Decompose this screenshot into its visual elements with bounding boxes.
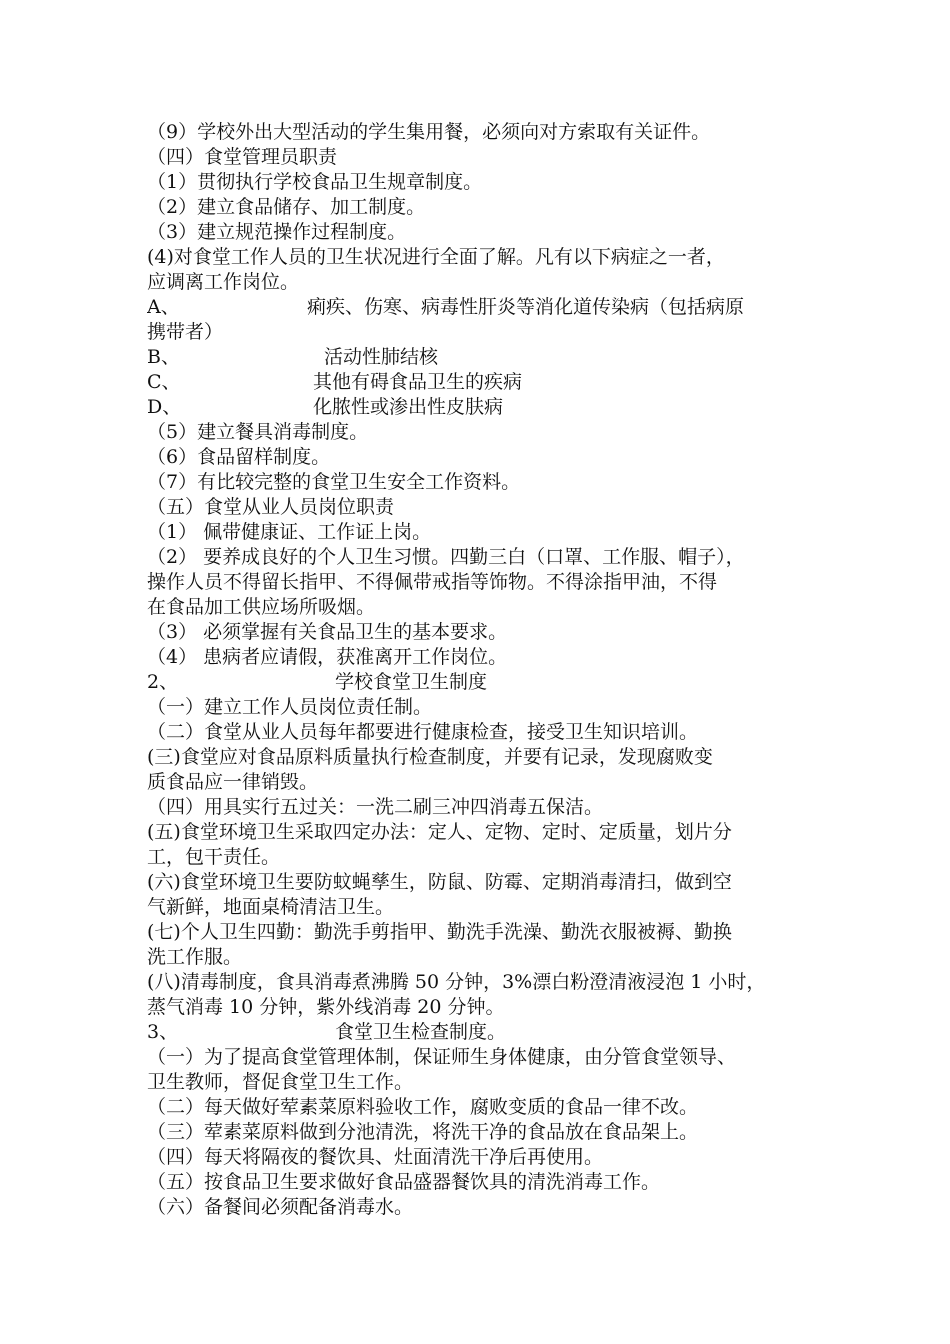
text-line: 在食品加工供应场所吸烟。 (147, 596, 376, 618)
section-title: 学校食堂卫生制度 (335, 671, 488, 693)
disease-item-c (147, 370, 827, 395)
text-line: （3）建立规范操作过程制度。 (147, 221, 407, 243)
text-line: （1） 佩带健康证、工作证上岗。 (147, 521, 432, 543)
text-line: (六)食堂环境卫生要防蚊蝇孳生，防鼠、防霉、定期消毒清扫，做到空 (147, 871, 732, 893)
text-line: （四）用具实行五过关：一洗二刷三冲四消毒五保洁。 (147, 796, 604, 818)
text-line: （二）每天做好荤素菜原料验收工作，腐败变质的食品一律不改。 (147, 1096, 699, 1118)
text-line: （4） 患病者应请假，获准离开工作岗位。 (147, 646, 508, 668)
item-label: C、 (147, 371, 181, 393)
section-number: 3、 (147, 1021, 179, 1043)
text-line: 质食品应一律销毁。 (147, 771, 319, 793)
item-label: B、 (147, 346, 180, 368)
text-line: (三)食堂应对食品原料质量执行检查制度，并要有记录，发现腐败变 (147, 746, 713, 768)
document-body (147, 120, 827, 1220)
text-line: （六）备餐间必须配备消毒水。 (147, 1196, 414, 1218)
text-line: 气新鲜，地面桌椅清洁卫生。 (147, 896, 395, 918)
item-label: D、 (147, 396, 182, 418)
text-line: （1）贯彻执行学校食品卫生规章制度。 (147, 171, 483, 193)
item-text: 痢疾、伤寒、病毒性肝炎等消化道传染病（包括病原 (307, 296, 745, 318)
text-line: (七)个人卫生四勤：勤洗手剪指甲、勤洗手洗澡、勤洗衣服被褥、勤换 (147, 921, 732, 943)
text-line: （9）学校外出大型活动的学生集用餐，必须向对方索取有关证件。 (147, 121, 711, 143)
item-text: 活动性肺结核 (324, 346, 439, 368)
text-line: （6）食品留样制度。 (147, 446, 331, 468)
disease-item-d (147, 395, 827, 420)
section-number: 2、 (147, 671, 179, 693)
text-line: 操作人员不得留长指甲、不得佩带戒指等饰物。不得涂指甲油，不得 (147, 571, 718, 593)
disease-item-b (147, 345, 827, 370)
section-heading: （五）食堂从业人员岗位职责 (147, 496, 395, 518)
item-text: 其他有碍食品卫生的疾病 (313, 371, 523, 393)
text-line: （二）食堂从业人员每年都要进行健康检查，接受卫生知识培训。 (147, 721, 699, 743)
text-line: （7）有比较完整的食堂卫生安全工作资料。 (147, 471, 521, 493)
item-text: 化脓性或渗出性皮肤病 (313, 396, 504, 418)
text-line: （五）按食品卫生要求做好食品盛器餐饮具的清洗消毒工作。 (147, 1171, 661, 1193)
text-line: （5）建立餐具消毒制度。 (147, 421, 369, 443)
text-line: 蒸气消毒 10 分钟，紫外线消毒 20 分钟。 (147, 996, 505, 1018)
text-line: 工，包干责任。 (147, 846, 281, 868)
text-line: （三）荤素菜原料做到分池清洗，将洗干净的食品放在食品架上。 (147, 1121, 699, 1143)
text-line: （一）为了提高食堂管理体制，保证师生身体健康，由分管食堂领导、 (147, 1046, 737, 1068)
item-text: 携带者） (147, 321, 224, 343)
text-line: （一）建立工作人员岗位责任制。 (147, 696, 433, 718)
section-3-heading (147, 1020, 827, 1045)
text-line: (八)清毒制度，食具消毒煮沸腾 50 分钟，3%漂白粉澄清液浸泡 1 小时， (147, 971, 766, 993)
text-line: (4)对食堂工作人员的卫生状况进行全面了解。凡有以下病症之一者， (147, 246, 725, 268)
section-title: 食堂卫生检查制度。 (335, 1021, 507, 1043)
text-line: 洗工作服。 (147, 946, 243, 968)
disease-item-a (147, 295, 827, 320)
text-line: （四）每天将隔夜的餐饮具、灶面清洗干净后再使用。 (147, 1146, 604, 1168)
item-label: A、 (147, 296, 180, 318)
text-line: (五)食堂环境卫生采取四定办法：定人、定物、定时、定质量，划片分 (147, 821, 732, 843)
section-2-heading (147, 670, 827, 695)
section-heading: （四）食堂管理员职责 (147, 146, 338, 168)
text-line: 应调离工作岗位。 (147, 271, 300, 293)
text-line: （2）建立食品储存、加工制度。 (147, 196, 426, 218)
disease-item-a-cont (147, 320, 827, 345)
text-line: （3） 必须掌握有关食品卫生的基本要求。 (147, 621, 508, 643)
text-line: （2） 要养成良好的个人卫生习惯。四勤三白（口罩、工作服、帽子）， (147, 546, 745, 568)
text-line: 卫生教师，督促食堂卫生工作。 (147, 1071, 414, 1093)
